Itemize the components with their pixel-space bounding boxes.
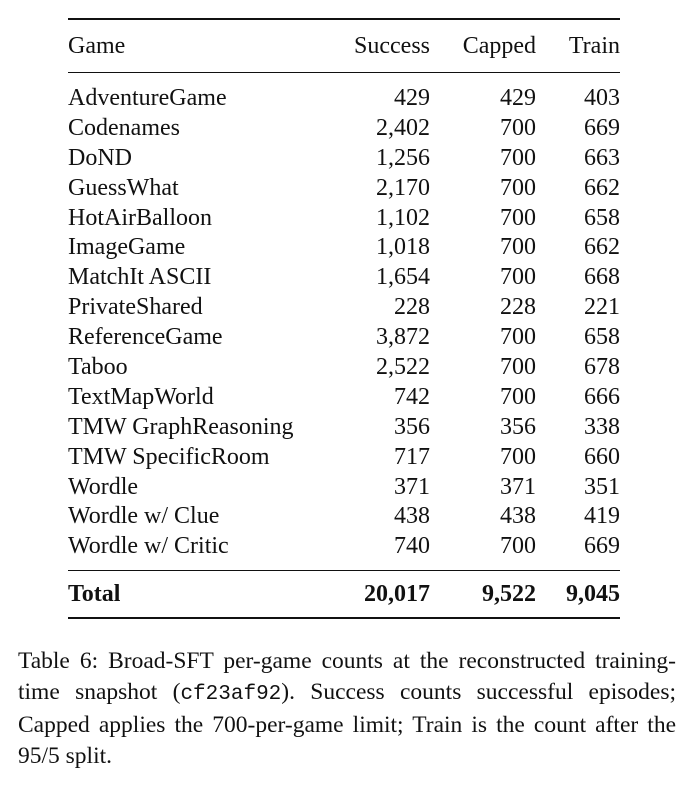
cell-train: 663: [584, 144, 620, 171]
cell-game: Wordle: [68, 473, 139, 500]
cell-success: 717: [394, 443, 430, 470]
cell-train: 658: [584, 204, 620, 231]
cell-capped: 700: [500, 234, 536, 261]
caption-suffix: ). Success counts successful episodes; Capped applies the 700-per-game limit; Train is the count after the 95/5 split.: [18, 678, 676, 769]
cell-capped: 356: [500, 413, 536, 440]
cell-game: TMW GraphReasoning: [68, 413, 294, 440]
cell-capped: 429: [500, 84, 536, 111]
cell-capped: 700: [500, 264, 536, 291]
table-row: [68, 442, 620, 472]
cell-capped: 700: [500, 174, 536, 201]
cell-game: AdventureGame: [68, 84, 227, 111]
total-success: 20,017: [364, 581, 430, 608]
cell-capped: 700: [500, 114, 536, 141]
cell-success: 1,256: [376, 144, 430, 171]
cell-game: Codenames: [68, 114, 180, 141]
cell-train: 338: [584, 413, 620, 440]
table-row: [68, 73, 620, 113]
cell-game: TMW SpecificRoom: [68, 443, 270, 470]
table-row: [68, 262, 620, 292]
table-row: [68, 143, 620, 173]
cell-success: 228: [394, 294, 430, 321]
cell-success: 2,522: [376, 353, 430, 380]
per-game-counts-table: [68, 18, 620, 619]
cell-train: 669: [584, 533, 620, 560]
cell-train: 221: [584, 294, 620, 321]
cell-train: 658: [584, 324, 620, 351]
cell-capped: 371: [500, 473, 536, 500]
table-row: [68, 412, 620, 442]
total-row: [68, 571, 620, 619]
cell-capped: 700: [500, 533, 536, 560]
total-train: 9,045: [566, 581, 620, 608]
cell-train: 351: [584, 473, 620, 500]
table-row: [68, 531, 620, 570]
table-row: [68, 322, 620, 352]
cell-success: 438: [394, 503, 430, 530]
cell-capped: 700: [500, 324, 536, 351]
cell-train: 662: [584, 234, 620, 261]
cell-game: ImageGame: [68, 234, 186, 261]
cell-success: 356: [394, 413, 430, 440]
table-row: [68, 352, 620, 382]
cell-capped: 700: [500, 353, 536, 380]
cell-capped: 700: [500, 383, 536, 410]
cell-success: 429: [394, 84, 430, 111]
cell-success: 742: [394, 383, 430, 410]
cell-game: Wordle w/ Clue: [68, 503, 220, 530]
cell-success: 3,872: [376, 324, 430, 351]
cell-train: 403: [584, 84, 620, 111]
header-capped: Capped: [462, 33, 536, 59]
table-row: [68, 472, 620, 502]
cell-game: Wordle w/ Critic: [68, 533, 229, 560]
cell-game: PrivateShared: [68, 294, 203, 321]
cell-train: 669: [584, 114, 620, 141]
table-caption: [18, 646, 676, 771]
header-game: Game: [68, 33, 126, 59]
total-capped: 9,522: [482, 581, 536, 608]
caption-prefix: Table 6: Broad-SFT per-game counts at the reconstructed training-time snapshot (: [18, 648, 676, 705]
table-header-row: [68, 19, 620, 73]
cell-train: 678: [584, 353, 620, 380]
table-row: [68, 113, 620, 143]
table-row: [68, 232, 620, 262]
caption-commit-hash: cf23af92: [180, 682, 282, 706]
cell-capped: 700: [500, 204, 536, 231]
cell-success: 740: [394, 533, 430, 560]
header-train: Train: [568, 33, 620, 59]
cell-game: Taboo: [68, 353, 128, 380]
cell-game: MatchIt ASCII: [68, 264, 212, 291]
cell-train: 660: [584, 443, 620, 470]
cell-success: 2,170: [376, 174, 430, 201]
cell-train: 666: [584, 383, 620, 410]
cell-success: 1,102: [376, 204, 430, 231]
cell-success: 1,018: [376, 234, 430, 261]
cell-game: GuessWhat: [68, 174, 179, 201]
header-success: Success: [354, 33, 430, 59]
cell-game: DoND: [68, 144, 132, 171]
total-label: Total: [68, 581, 121, 608]
table-row: [68, 173, 620, 203]
cell-game: ReferenceGame: [68, 324, 223, 351]
cell-train: 419: [584, 503, 620, 530]
cell-game: HotAirBalloon: [68, 204, 212, 231]
cell-train: 668: [584, 264, 620, 291]
table-row: [68, 382, 620, 412]
cell-capped: 228: [500, 294, 536, 321]
cell-capped: 438: [500, 503, 536, 530]
table-row: [68, 292, 620, 322]
cell-train: 662: [584, 174, 620, 201]
table-row: [68, 203, 620, 233]
counts-table-container: [68, 18, 620, 619]
cell-success: 2,402: [376, 114, 430, 141]
cell-success: 371: [394, 473, 430, 500]
cell-game: TextMapWorld: [68, 383, 214, 410]
cell-capped: 700: [500, 443, 536, 470]
cell-success: 1,654: [376, 264, 430, 291]
table-row: [68, 501, 620, 531]
table-body: [68, 73, 620, 571]
cell-capped: 700: [500, 144, 536, 171]
